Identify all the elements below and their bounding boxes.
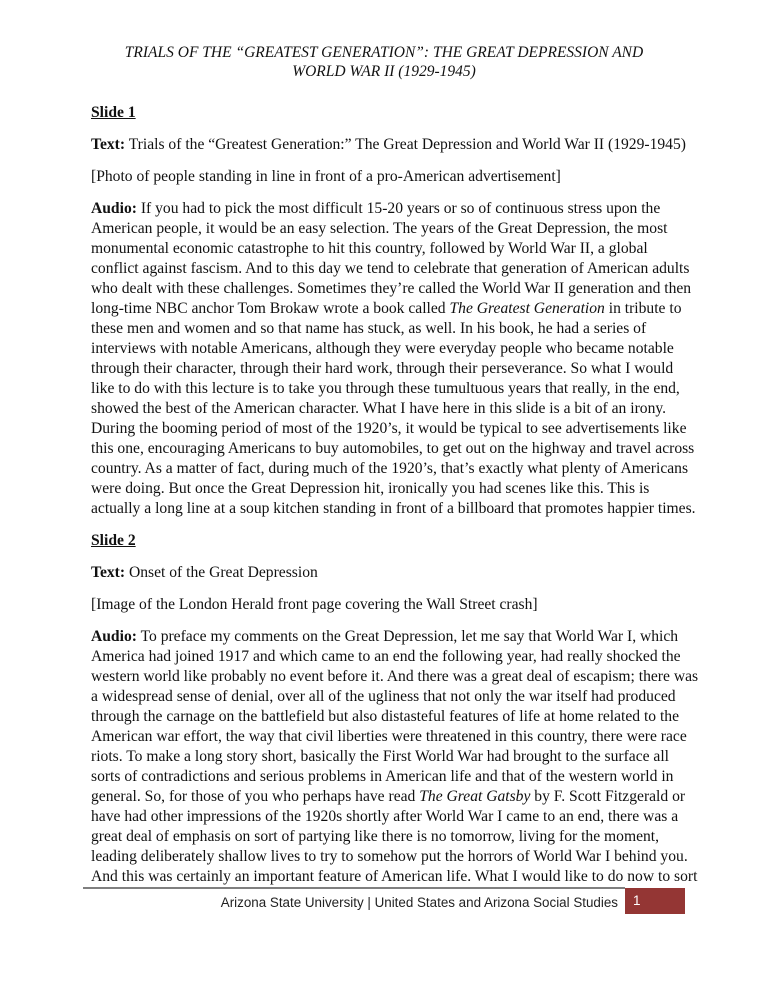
- transcript-line: [91, 827, 691, 847]
- transcript-line: [91, 379, 691, 399]
- transcript-line: [91, 627, 691, 647]
- transcript-line: [91, 339, 691, 359]
- transcript-line: [91, 399, 691, 419]
- slide-2-section: [91, 531, 699, 887]
- transcript-text: through their character, through their hard work, through their perseverance. So what I would: [91, 360, 674, 377]
- audio-transcript: [91, 627, 699, 887]
- transcript-line: [91, 687, 691, 707]
- transcript-text: who dealt with these challenges. Sometimes they’re called the World War II generation and then: [91, 280, 692, 297]
- transcript-text: interviews with notable Americans, although they were everyday people who became notable: [91, 340, 674, 357]
- document-title-line-1: TRIALS OF THE “GREATEST GENERATION”: THE GREAT DEPRESSION AND: [124, 44, 644, 61]
- document-title: [0, 43, 768, 81]
- transcript-text: through the carnage on the battlefield but also distasteful features of life at home related to the: [91, 708, 680, 725]
- transcript-text: showed the best of the American character. What I have here in this slide is a bit of an irony.: [91, 400, 667, 417]
- transcript-text: great deal of emphasis on sort of partying like there is no tomorrow, living for the moment,: [91, 828, 660, 845]
- transcript-text: this one, encouraging Americans to buy automobiles, to get out on the highway and travel across: [91, 440, 695, 457]
- transcript-line: [91, 239, 691, 259]
- slide-text: [91, 563, 691, 583]
- slide-heading: Slide 2: [91, 532, 136, 549]
- transcript-line: [91, 767, 691, 787]
- book-title: The Greatest Generation: [449, 300, 605, 317]
- transcript-text: long-time NBC anchor Tom Brokaw wrote a book called: [91, 300, 450, 317]
- transcript-text: During the booming period of most of the 1920’s, it would be typical to see advertisements like: [91, 420, 687, 437]
- image-note: [Image of the London Herald front page covering the Wall Street crash]: [91, 596, 538, 613]
- transcript-text: like to do with this lecture is to take you through these tumultuous years that really, in the end,: [91, 380, 680, 397]
- slide-text-value: Onset of the Great Depression: [128, 564, 318, 581]
- transcript-text: were doing. But once the Great Depression hit, ironically you had scenes like this. This is: [91, 480, 650, 497]
- transcript-text: To preface my comments on the Great Depression, let me say that World War I, which: [140, 628, 679, 645]
- transcript-text: sorts of contradictions and serious problems in American life and that of the western world in: [91, 768, 674, 785]
- transcript-text: have had other impressions of the 1920s shortly after World War I came to an end, there was a: [91, 808, 679, 825]
- transcript-text: If you had to pick the most difficult 15-20 years or so of continuous stress upon the: [140, 200, 661, 217]
- transcript-line: [91, 667, 699, 687]
- image-note: [Photo of people standing in line in front of a pro-American advertisement]: [91, 168, 561, 185]
- audio-transcript: [91, 199, 696, 519]
- transcript-line: [91, 807, 691, 827]
- slide-text-value: Trials of the “Greatest Generation:” The Great Depression and World War II (1929-1945): [128, 136, 686, 153]
- transcript-line: [91, 747, 691, 767]
- transcript-text: monumental economic catastrophe to hit this country, followed by World War II, a global: [91, 240, 648, 257]
- slide-text: [91, 135, 691, 155]
- transcript-text: conflict against fascism. And to this day we tend to celebrate that generation of American adults: [91, 260, 690, 277]
- footer-text: Arizona State University | United States and Arizona Social Studies: [220, 895, 618, 910]
- transcript-line: [91, 219, 691, 239]
- audio-label: Audio:: [91, 628, 137, 645]
- slide-heading: Slide 1: [91, 104, 136, 121]
- document-title-line-2: WORLD WAR II (1929-1945): [292, 63, 476, 80]
- document-body: [91, 103, 699, 899]
- transcript-text: And this was certainly an important feature of American life. What I would like to do now to sort: [91, 868, 698, 885]
- transcript-text: actually a long line at a soup kitchen standing in front of a billboard that promotes happier times.: [91, 500, 696, 517]
- transcript-line: [91, 867, 698, 887]
- transcript-line: [91, 499, 696, 519]
- transcript-text: American war effort, the way that civil liberties were threatened in this country, there were race: [91, 728, 687, 745]
- transcript-line: [91, 419, 691, 439]
- page-number-badge: 1: [625, 888, 685, 914]
- audio-label: Audio:: [91, 200, 137, 217]
- transcript-line: [91, 359, 691, 379]
- book-title: The Great Gatsby: [419, 788, 531, 805]
- transcript-line: [91, 787, 691, 807]
- transcript-text: leading deliberately shallow lives to try to somehow put the horrors of World War I behind you.: [91, 848, 688, 865]
- text-label: Text:: [91, 136, 126, 153]
- transcript-text: in tribute to: [604, 300, 682, 317]
- transcript-line: [91, 707, 691, 727]
- transcript-text: American people, it would be an easy selection. The years of the Great Depression, the most: [91, 220, 668, 237]
- transcript-text: country. As a matter of fact, during much of the 1920’s, that’s exactly what plenty of Americans: [91, 460, 689, 477]
- transcript-line: [91, 259, 691, 279]
- transcript-text: western world like probably no event before it. And there was a great deal of escapism; there was: [91, 668, 699, 685]
- transcript-line: [91, 647, 691, 667]
- slide-1-section: [91, 103, 696, 519]
- transcript-text: riots. To make a long story short, basically the First World War had brought to the surface all: [91, 748, 670, 765]
- transcript-line: [91, 727, 691, 747]
- transcript-text: America had joined 1917 and which came to an end the following year, had really shocked the: [91, 648, 681, 665]
- text-label: Text:: [91, 564, 126, 581]
- transcript-text: these men and women and so that name has stuck, as well. In his book, he had a series of: [91, 320, 647, 337]
- transcript-text: a widespread sense of denial, over all of the ugliness that not only the war itself had produced: [91, 688, 676, 705]
- transcript-line: [91, 299, 691, 319]
- transcript-text: by F. Scott Fitzgerald or: [530, 788, 686, 805]
- transcript-line: [91, 459, 691, 479]
- transcript-line: [91, 479, 691, 499]
- transcript-line: [91, 319, 691, 339]
- transcript-line: [91, 439, 695, 459]
- transcript-line: [91, 199, 691, 219]
- transcript-line: [91, 279, 691, 299]
- transcript-line: [91, 847, 691, 867]
- transcript-text: general. So, for those of you who perhaps have read: [91, 788, 420, 805]
- footer-divider: [83, 887, 625, 889]
